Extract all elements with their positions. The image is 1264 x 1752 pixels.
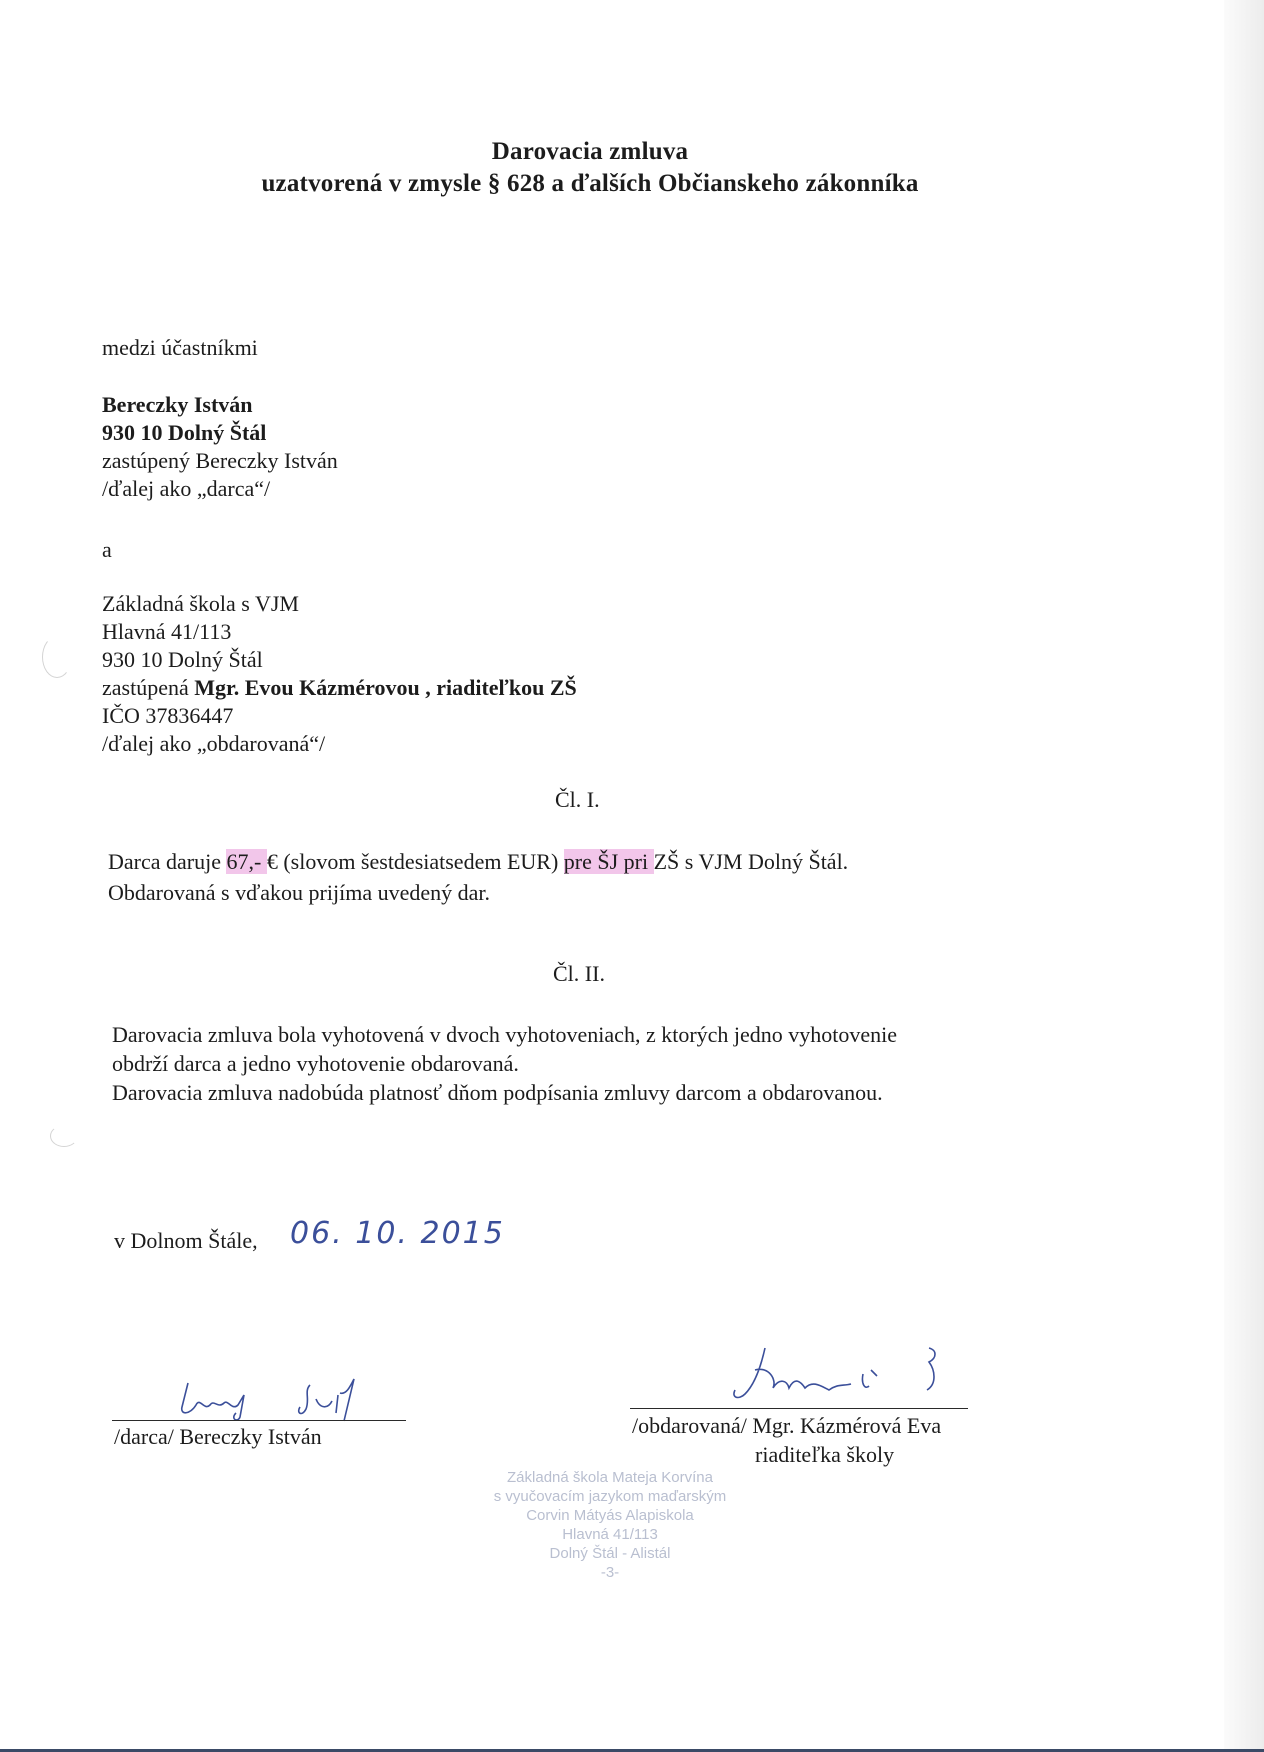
article-2-line-3: Darovacia zmluva nadobúda platnosť dňom podpísania zmluvy darcom a obdarovanou. xyxy=(112,1080,883,1105)
place-text: v Dolnom Štále, xyxy=(114,1228,258,1253)
recipient-signature xyxy=(715,1340,975,1410)
document-subtitle: uzatvorená v zmysle § 628 a ďalších Občianskeho zákonníka xyxy=(261,170,919,197)
recipient-name: Základná škola s VJM xyxy=(102,591,299,616)
recipient-role: riaditeľka školy xyxy=(755,1442,895,1467)
stamp-line: Dolný Štál - Alistál xyxy=(549,1545,671,1562)
recipient-representative-name: Mgr. Evou Kázmérovou , riaditeľkou ZŠ xyxy=(194,675,577,700)
donor-label: /darca/ Bereczky István xyxy=(114,1424,322,1449)
connector-text: a xyxy=(102,537,112,562)
article-2-line-1: Darovacia zmluva bola vyhotovená v dvoch vyhotoveniach, z ktorých jedno vyhotovenie xyxy=(112,1022,898,1047)
donor-alias: /ďalej ako „darca“/ xyxy=(102,476,271,501)
recipient-alias: /ďalej ako „obdarovaná“/ xyxy=(102,731,326,756)
recipient-street: Hlavná 41/113 xyxy=(102,619,232,644)
punch-hole-mark xyxy=(42,636,72,678)
highlight-amount: 67,- xyxy=(226,849,267,874)
stamp-line: s vyučovacím jazykom maďarským xyxy=(493,1488,727,1505)
school-stamp xyxy=(440,1468,780,1582)
recipient-label: /obdarovaná/ Mgr. Kázmérová Eva xyxy=(632,1413,942,1438)
donor-signature xyxy=(160,1365,410,1425)
highlight-purpose: pre ŠJ pri xyxy=(563,849,654,874)
scan-edge xyxy=(1224,0,1264,1752)
article-1-line-1: Darca daruje 67,- € (slovom šestdesiatsedem EUR) pre ŠJ pri ZŠ s VJM Dolný Štál. xyxy=(108,849,849,874)
stamp-line: Hlavná 41/113 xyxy=(562,1526,658,1543)
donor-signature-line xyxy=(112,1420,406,1421)
recipient-signature-line xyxy=(630,1408,968,1409)
handwritten-date: 06. 10. 2015 xyxy=(290,1216,505,1251)
article-1-heading: Čl. I. xyxy=(555,787,600,812)
article-1-line-2: Obdarovaná s vďakou prijíma uvedený dar. xyxy=(108,880,491,905)
recipient-city: 930 10 Dolný Štál xyxy=(102,647,263,672)
recipient-representative: zastúpená Mgr. Evou Kázmérovou , riaditeľkou ZŠ xyxy=(102,675,577,700)
donor-representative: zastúpený Bereczky István xyxy=(102,448,338,473)
stamp-line: Základná škola Mateja Korvína xyxy=(507,1469,713,1486)
donor-address: 930 10 Dolný Štál xyxy=(102,420,267,445)
recipient-ico: IČO 37836447 xyxy=(102,703,234,728)
document-title: Darovacia zmluva xyxy=(491,138,689,165)
article-2-heading: Čl. II. xyxy=(553,961,605,986)
donor-name: Bereczky István xyxy=(102,392,253,417)
stamp-line: Corvin Mátyás Alapiskola xyxy=(526,1507,694,1524)
punch-hole-mark xyxy=(50,1125,78,1147)
page-number: -3- xyxy=(600,1564,620,1581)
article-2-line-2: obdrží darca a jedno vyhotovenie obdarovaná. xyxy=(112,1051,519,1076)
intro-text: medzi účastníkmi xyxy=(102,335,258,360)
